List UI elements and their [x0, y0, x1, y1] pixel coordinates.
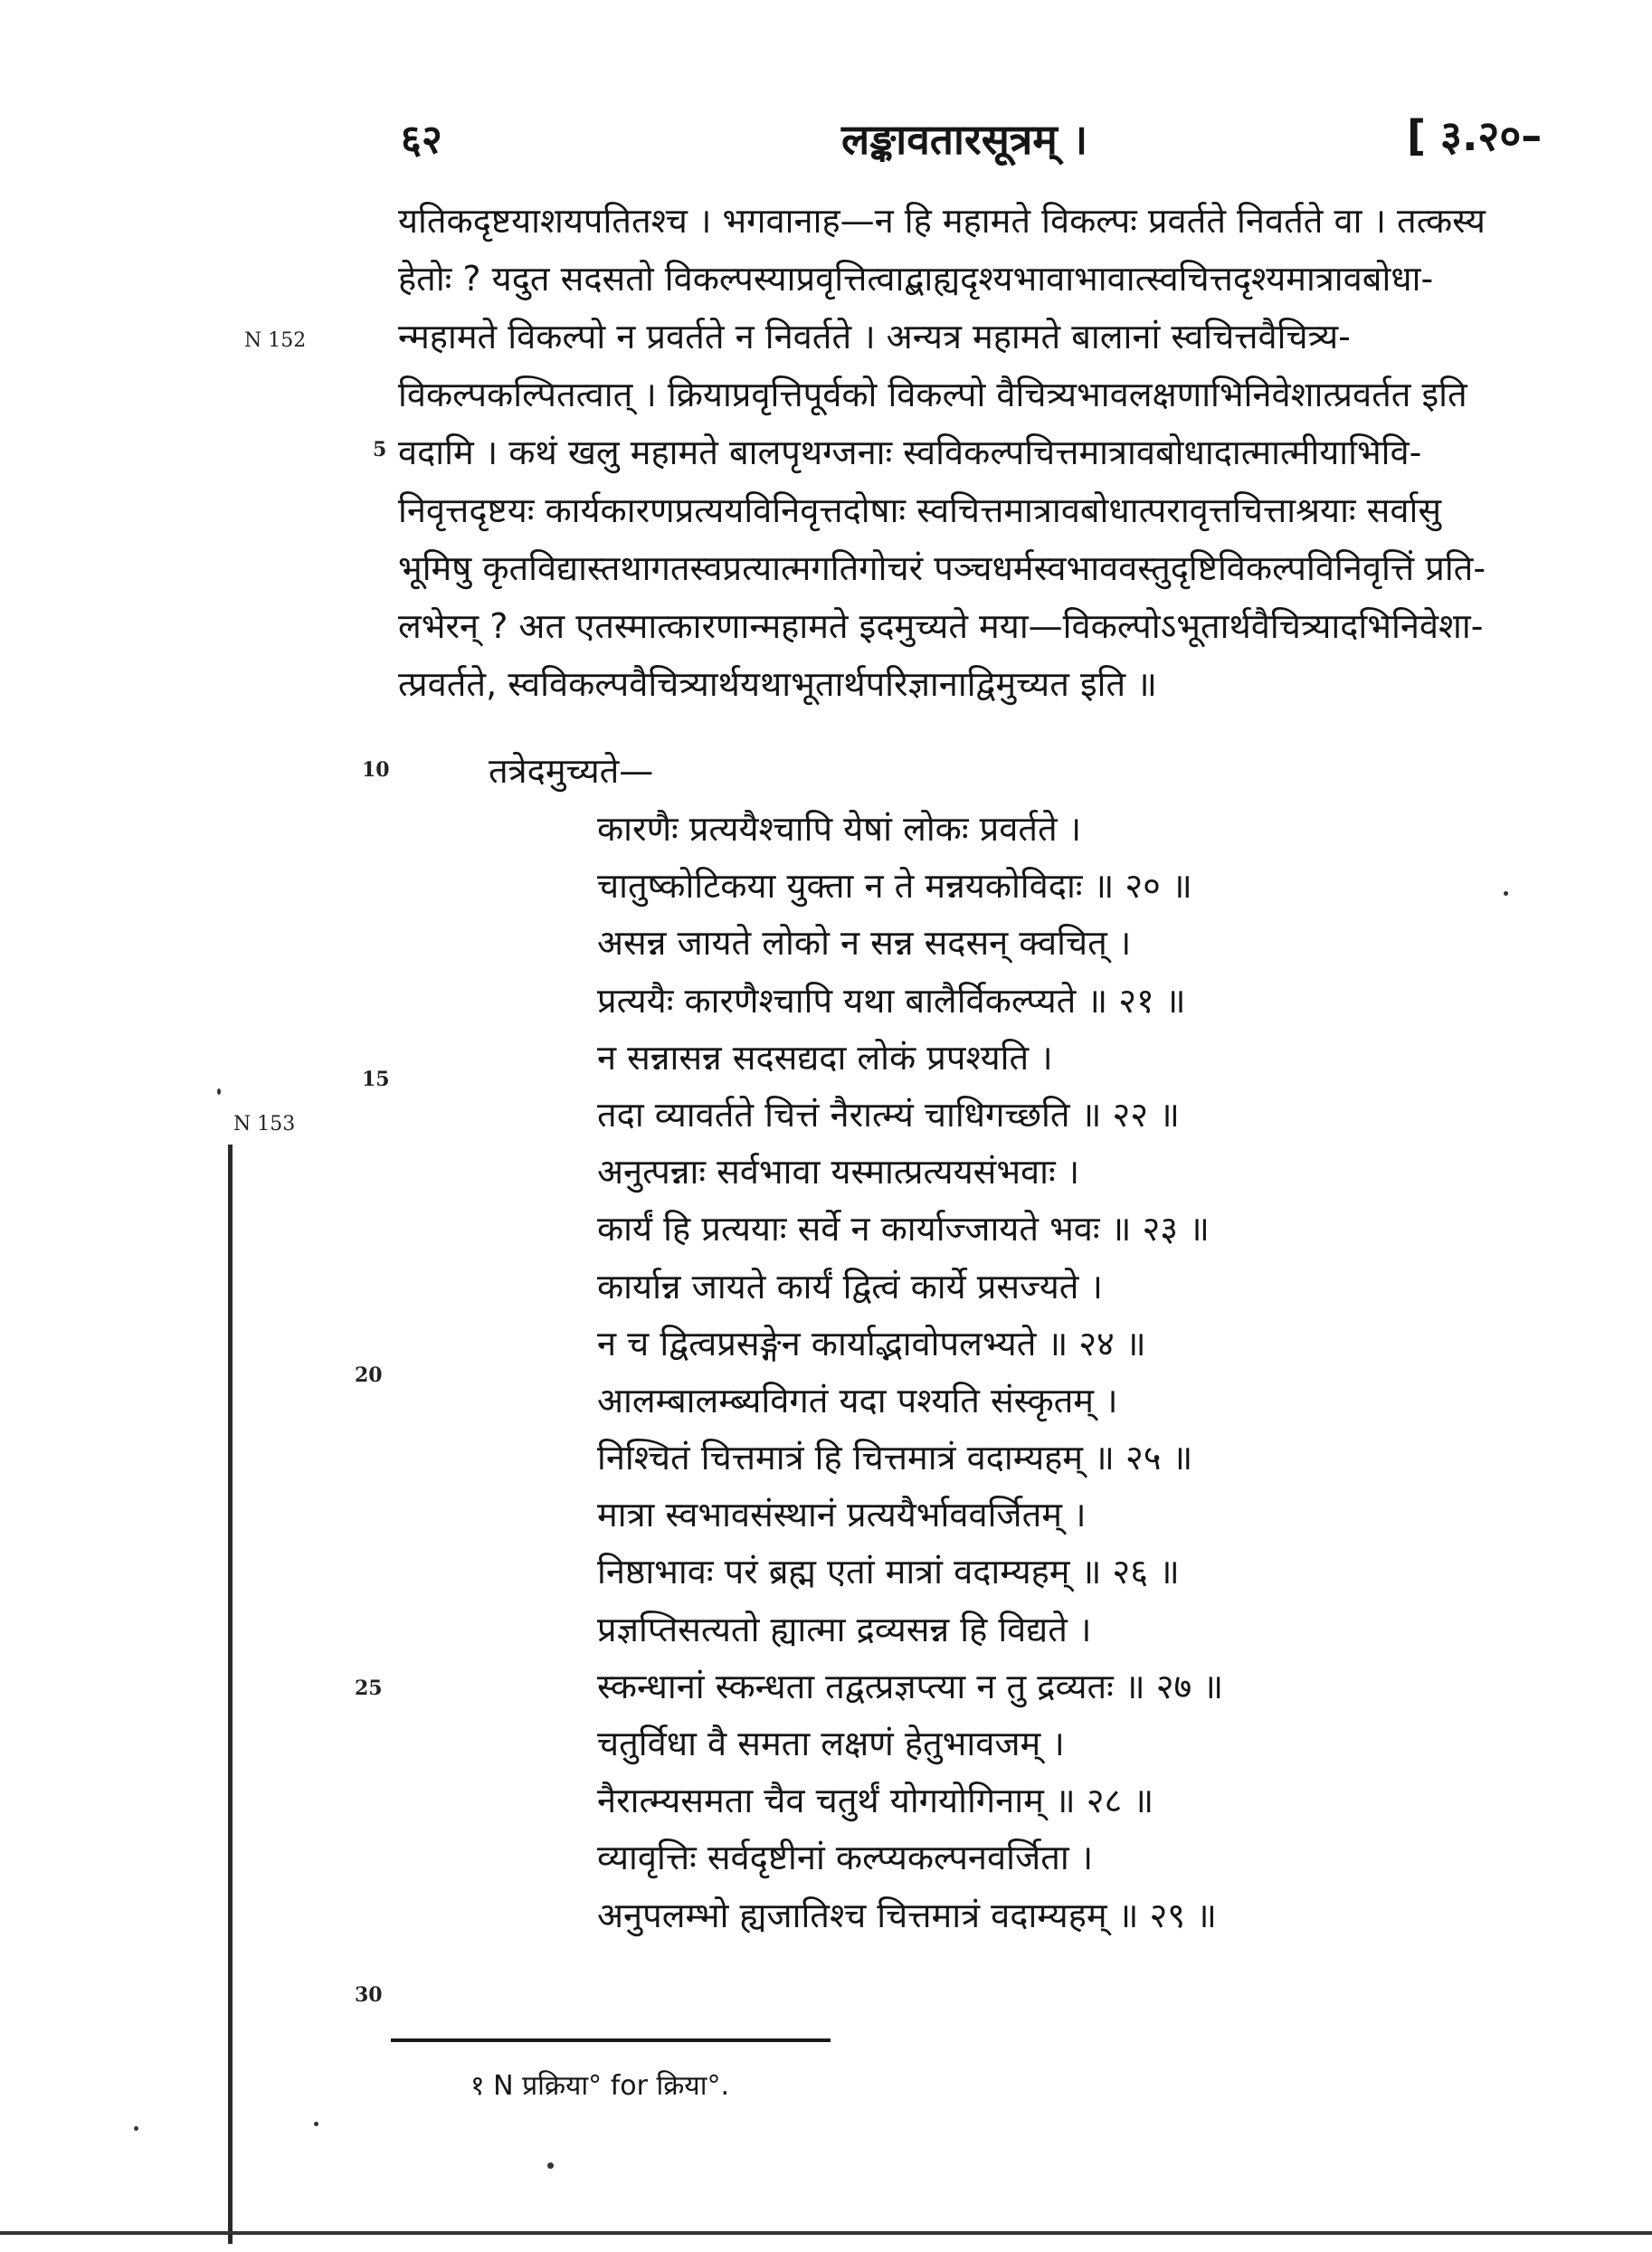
scan-speck [1504, 891, 1508, 896]
prose-line: भूमिषु कृतविद्यास्तथागतस्वप्रत्यात्मगतिगोचरं पञ्चधर्मस्वभाववस्तुदृष्टिविकल्पविनिवृत्तिं प्रति- [398, 548, 1486, 588]
line-number-10: 10 [362, 758, 390, 782]
verse-line: प्रज्ञप्तिसत्यतो ह्यात्मा द्रव्यसन्न हि विद्यते । [597, 1609, 1092, 1649]
verse-line: नैरात्म्यसमता चैव चतुर्थं योगयोगिनाम् ॥ २८ ॥ [597, 1781, 1154, 1821]
verse-line: मात्रा स्वभावसंस्थानं प्रत्ययैर्भाववर्जितम् । [597, 1495, 1087, 1535]
prose-line: न्महामते विकल्पो न प्रवर्तते न निवर्तते । अन्यत्र महामते बालानां स्वचित्तवैचित्र्य- [398, 317, 1351, 356]
verse-line: कार्यान्न जायते कार्यं द्वित्वं कार्ये प्रसज्यते । [597, 1266, 1103, 1307]
verse-line: न सन्नासन्न सदसद्यदा लोकं प्रपश्यति । [597, 1037, 1053, 1078]
margin-ref-n152: N 152 [244, 329, 307, 352]
footnote: १ N प्रक्रिया° for क्रिया°. [470, 2070, 730, 2102]
verse-line: कार्यं हि प्रत्ययाः सर्वे न कार्याज्जायते भवः ॥ २३ ॥ [597, 1209, 1210, 1250]
footnote-rule [391, 2038, 831, 2042]
verse-line: प्रत्ययैः कारणैश्चापि यथा बालैर्विकल्प्यते ॥ २१ ॥ [597, 980, 1186, 1021]
verse-line: असन्न जायते लोको न सन्न सदसन् क्वचित् । [597, 923, 1132, 964]
line-number-5: 5 [373, 438, 387, 461]
verse-line: तदा व्यावर्तते चित्तं नैरात्म्यं चाधिगच्छति ॥ २२ ॥ [597, 1094, 1180, 1135]
scan-speck [134, 2126, 138, 2131]
prose-line: त्प्रवर्तते, स्वविकल्पवैचित्र्यार्थयथाभूतार्थपरिज्ञानाद्विमुच्यत इति ॥ [398, 664, 1157, 704]
prose-paragraph [398, 192, 1543, 713]
prose-line: विकल्पकल्पितत्वात् । क्रियाप्रवृत्तिपूर्वको विकल्पो वैचित्र्यभावलक्षणाभिनिवेशात्प्रवर्तत इति [398, 375, 1467, 414]
scan-speck [547, 2162, 554, 2169]
scan-speck [217, 1088, 221, 1095]
verse-line: आलम्बालम्ब्यविगतं यदा पश्यति संस्कृतम् । [597, 1380, 1118, 1421]
verse-line: कारणैः प्रत्ययैश्चापि येषां लोकः प्रवर्तते । [597, 809, 1082, 849]
prose-line: यतिकदृष्टयाशयपतितश्च । भगवानाह—न हि महामते विकल्पः प्रवर्तते निवर्तते वा । तत्कस्य [398, 201, 1486, 241]
margin-ref-n153: N 153 [233, 1113, 296, 1136]
scan-margin-bar [228, 1145, 233, 2244]
scan-speck [314, 2122, 318, 2126]
line-number-20: 20 [355, 1364, 383, 1387]
verse-line: निष्ठाभावः परं ब्रह्म एतां मात्रां वदाम्यहम् ॥ २६ ॥ [597, 1552, 1180, 1592]
verse-line: न च द्वित्वप्रसङ्गेन कार्याद्भावोपलभ्यते ॥ २४ ॥ [597, 1323, 1146, 1364]
line-number-30: 30 [355, 1983, 383, 2007]
page-number: ६२ [401, 117, 442, 163]
line-number-15: 15 [362, 1068, 390, 1091]
running-title: लङ्कावतारसूत्रम् । [841, 115, 1088, 164]
verse-intro: तत्रेदमुच्यते— [489, 751, 654, 791]
prose-line: वदामि । कथं खलु महामते बालपृथग्जनाः स्वविकल्पचित्तमात्रावबोधादात्मात्मीयाभिवि- [398, 432, 1422, 472]
scan-bottom-rule [0, 2231, 1652, 2235]
verse-line: चातुष्कोटिकया युक्ता न ते मन्नयकोविदाः ॥ २० ॥ [597, 866, 1192, 907]
line-number-25: 25 [355, 1677, 383, 1700]
prose-line: लभेरन् ? अत एतस्मात्कारणान्महामते इदमुच्यते मया—विकल्पोऽभूतार्थवैचित्र्यादभिनिवेशा- [398, 606, 1484, 646]
verse-line: स्कन्धानां स्कन्धता तद्वत्प्रज्ञप्त्या न तु द्रव्यतः ॥ २७ ॥ [597, 1666, 1224, 1706]
verse-block [597, 801, 1411, 1944]
verse-line: अनुपलम्भो ह्यजातिश्च चित्तमात्रं वदाम्यहम् ॥ २९ ॥ [597, 1895, 1217, 1935]
verse-line: व्यावृत्तिः सर्वदृष्टीनां कल्प्यकल्पनवर्जिता । [597, 1838, 1094, 1878]
verse-line: चतुर्विधा वै समता लक्षणं हेतुभावजम् । [597, 1724, 1065, 1763]
prose-line: निवृत्तदृष्टयः कार्यकारणप्रत्ययविनिवृत्तदोषाः स्वचित्तमात्रावबोधात्परावृत्तचित्ताश्रयाः सर्वासु [398, 490, 1442, 530]
verse-line: निश्चितं चित्तमात्रं हि चित्तमात्रं वदाम्यहम् ॥ २५ ॥ [597, 1438, 1193, 1478]
verse-line: अनुत्पन्नाः सर्वभावा यस्मात्प्रत्ययसंभवाः । [597, 1152, 1080, 1193]
section-reference: [ ३.२०– [1407, 111, 1543, 160]
prose-line: हेतोः ? यदुत सदसतो विकल्पस्याप्रवृत्तित्वाद्बाह्यदृश्यभावाभावात्स्वचित्तदृश्यमात्रावबोधा- [398, 259, 1434, 299]
